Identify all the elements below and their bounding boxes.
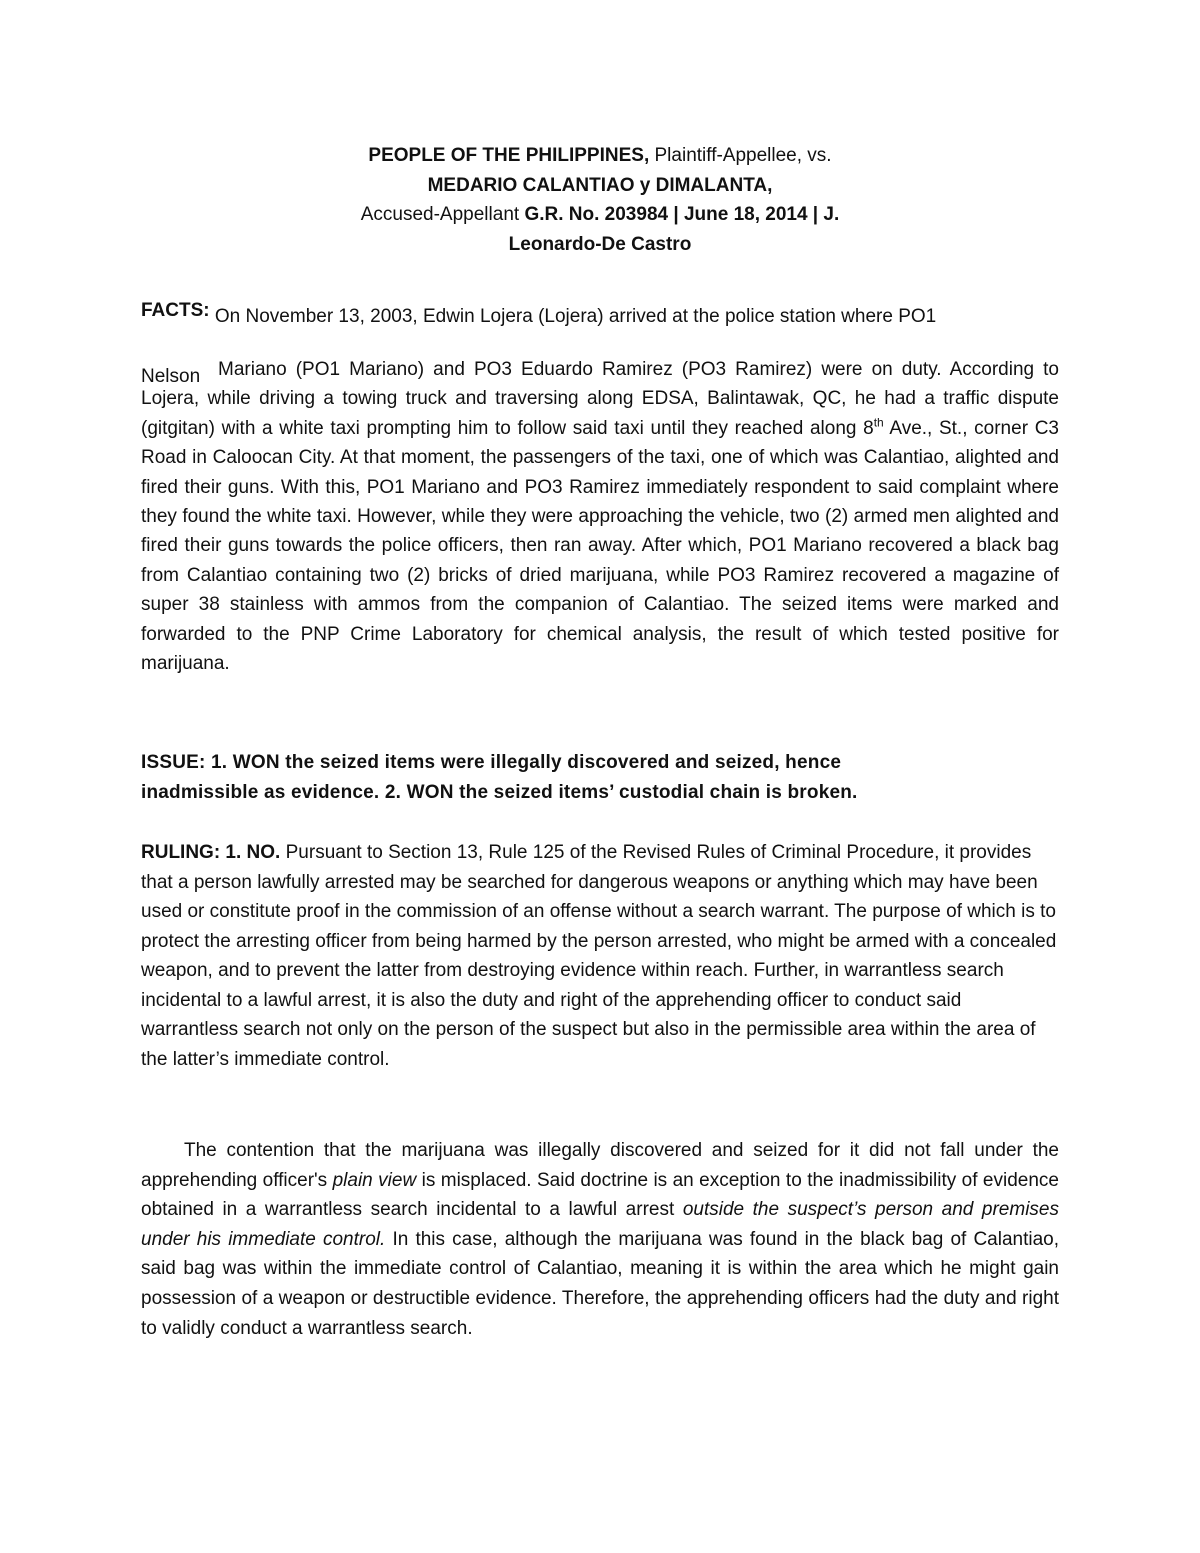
facts-text-a: Mariano (PO1 Mariano) and PO3 Eduardo Ramirez (PO3 Ramirez) were on duty. According to Lojera, while driving a towing truck and traversing along EDSA, Balintawak, QC, he had a traffic dispute (gitgitan) with a white taxi prompting him to follow said taxi until they reached along 8 (141, 359, 1059, 439)
facts-paragraph (141, 355, 1059, 678)
para2-italic-a: plain view (332, 1169, 417, 1191)
case-info: G.R. No. 203984 | June 18, 2014 | J. (524, 204, 840, 225)
facts-text-b: Ave., St., corner C3 Road in Caloocan City. At that moment, the passengers of the taxi, one of which was Calantiao, alighted and fired their guns. With this, PO1 Mariano and PO3 Ramirez immediately respondent to said complaint where they found the white taxi. However, while they were approaching the vehicle, two (2) armed men alighted and fired their guns towards the police officers, then ran away. After which, PO1 Mariano recovered a black bag from Calantiao containing two (2) bricks of dried marijuana, while PO3 Ramirez recovered a magazine of super 38 stainless with ammos from the companion of Calantiao. The seized items were marked and forwarded to the PNP Crime Laboratory for chemical analysis, the result of which tested positive for marijuana. (141, 417, 1059, 675)
ruling-label: RULING: 1. NO. (141, 842, 281, 863)
facts-label: FACTS: (141, 300, 210, 321)
facts-nelson: Nelson (141, 366, 201, 387)
para2-italic-b: outside the suspect’s person and premises under his immediate control. (141, 1199, 1059, 1250)
para2-text-b: is misplaced. Said doctrine is an exception to the inadmissibility of evidence obtained in a warrantless search incidental to a lawful arrest (141, 1169, 1059, 1221)
ponente: Leonardo-De Castro (508, 233, 692, 255)
para2-text-c: In this case, although the marijuana was found in the black bag of Calantiao, said bag was within the immediate control of Calantiao, meaning it is within the area which he might gain possession of a weapon or destructible evidence. Therefore, the apprehending officers had the duty and right to validly conduct a warrantless search. (141, 1228, 1059, 1339)
facts-first-line (141, 300, 1059, 328)
facts-line-1: On November 13, 2003, Edwin Lojera (Lojera) arrived at the police station where PO1 (209, 306, 937, 327)
issue-line-1: ISSUE: 1. WON the seized items were illegally discovered and seized, hence (141, 752, 842, 773)
plaintiff-role: Plaintiff-Appellee, vs. (649, 145, 832, 166)
plaintiff-name: PEOPLE OF THE PHILIPPINES, (368, 145, 650, 166)
header-line-4 (200, 230, 1000, 260)
facts-superscript: th (873, 415, 884, 430)
header-line-3 (200, 200, 1000, 230)
header-line-2 (200, 171, 1000, 201)
ruling-section (141, 838, 1059, 1074)
case-header (200, 141, 1000, 259)
issue-line-2: inadmissible as evidence. 2. WON the seized items’ custodial chain is broken. (141, 781, 858, 803)
accused-name: MEDARIO CALANTIAO y DIMALANTA, (427, 174, 773, 196)
ruling-paragraph-2 (141, 1136, 1059, 1343)
para2-text-a: The contention that the marijuana was illegally discovered and seized for it did not fall under the apprehending officer's (141, 1140, 1059, 1191)
issue-section (141, 748, 1059, 807)
accused-role: Accused-Appellant (360, 204, 525, 225)
ruling-text: Pursuant to Section 13, Rule 125 of the Revised Rules of Criminal Procedure, it provides that a person lawfully arrested may be searched for dangerous weapons or anything which may have been used or constitute proof in the commission of an offense without a search warrant. The purpose of which is to protect the arresting officer from being harmed by the person arrested, who might be armed with a concealed weapon, and to prevent the latter from destroying evidence within reach. Further, in warrantless search incidental to a lawful arrest, it is also the duty and right of the apprehending officer to conduct said warrantless search not only on the person of the suspect but also in the permissible area within the area of the latter’s immediate control. (141, 842, 1057, 1070)
header-line-1 (200, 141, 1000, 171)
